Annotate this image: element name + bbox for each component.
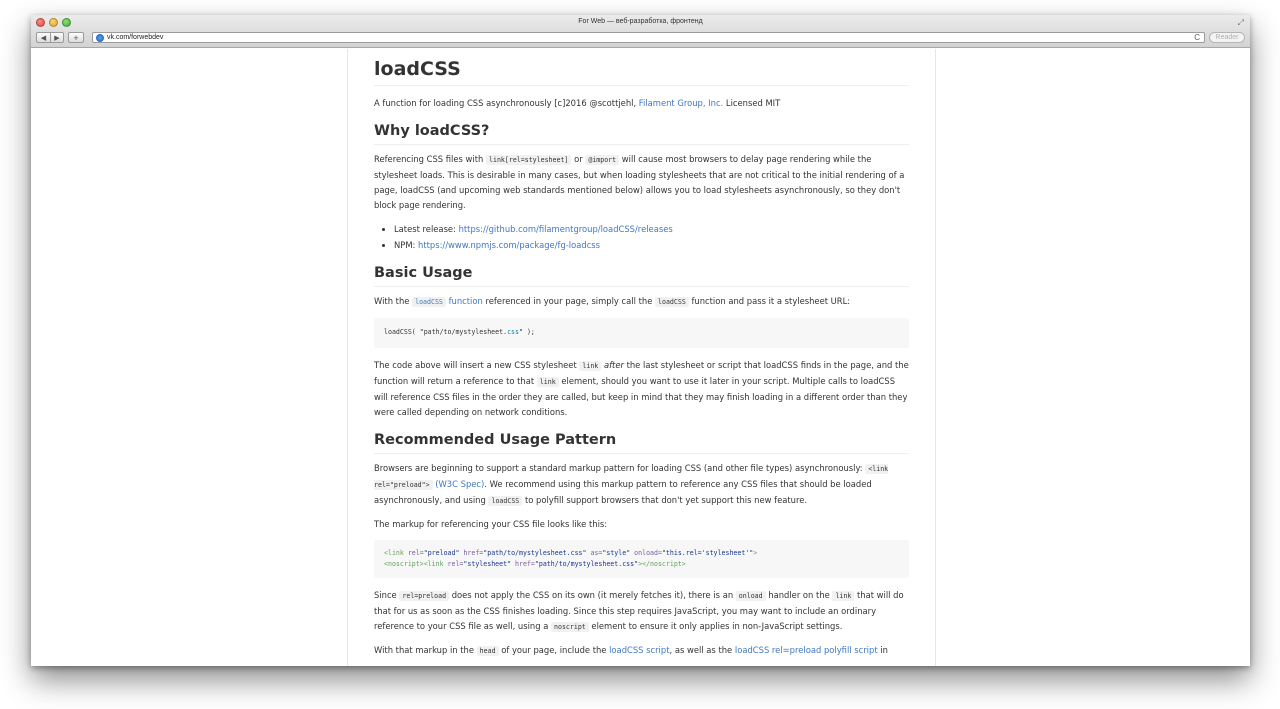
- globe-icon: [96, 34, 104, 42]
- inline-code: onload: [736, 591, 766, 601]
- add-bookmark-button[interactable]: +: [68, 32, 84, 43]
- github-releases-link[interactable]: https://github.com/filamentgroup/loadCSS/releases: [458, 224, 673, 234]
- reader-button[interactable]: Reader: [1209, 32, 1245, 43]
- code-block-loadcss-call: loadCSS( "path/to/mystylesheet.css" );: [374, 318, 909, 348]
- reload-icon[interactable]: C: [1194, 33, 1200, 42]
- forward-button[interactable]: ▶: [50, 32, 64, 43]
- inline-code: loadCSS: [655, 297, 689, 307]
- loadcss-script-link[interactable]: loadCSS script: [609, 645, 670, 655]
- inline-code: link[rel=stylesheet]: [486, 155, 571, 165]
- markup-intro-paragraph: The markup for referencing your CSS file looks like this:: [374, 519, 608, 529]
- address-bar[interactable]: [92, 32, 1205, 43]
- list-item: • Latest release: https://github.com/filamentgroup/loadCSS/releases: [394, 221, 909, 237]
- readme-article: [347, 49, 936, 666]
- w3c-spec-link[interactable]: (W3C Spec): [435, 479, 485, 489]
- page-viewport[interactable]: [31, 49, 1250, 666]
- filament-group-link[interactable]: Filament Group, Inc.: [638, 98, 724, 108]
- basic-usage-paragraph: With the loadCSS function referenced in your page, simply call the loadCSS function and pass it a stylesheet URL:: [374, 296, 851, 306]
- heading-basic-usage: Basic Usage: [374, 262, 909, 287]
- release-links-list: [374, 221, 909, 253]
- preload-polyfill-link[interactable]: loadCSS rel=preload polyfill script: [734, 645, 878, 655]
- inline-code: noscript: [551, 622, 589, 632]
- loadcss-function-link[interactable]: loadCSS function: [412, 296, 483, 306]
- inline-code: link: [579, 361, 601, 371]
- intro-paragraph: A function for loading CSS asynchronously [c]2016 @scottjehl, Filament Group, Inc. Licensed MIT: [374, 98, 781, 108]
- title-bar: [31, 15, 1250, 48]
- list-item: • NPM: https://www.npmjs.com/package/fg-loadcss: [394, 237, 909, 253]
- heading-why-loadcss: Why loadCSS?: [374, 120, 909, 145]
- page-title: loadCSS: [374, 55, 909, 86]
- browser-window: [31, 15, 1250, 666]
- basic-usage-explanation: The code above will insert a new CSS stylesheet link after the last stylesheet or script that loadCSS finds in the page, and the function will return a reference to that link element, should you want to use it later in your script. Multiple calls to loadCSS will reference CSS files in the order they are called, but keep in mind that they may finish loading in a different order than they were called depending on network conditions.: [374, 360, 909, 417]
- recommended-paragraph: Browsers are beginning to support a standard markup pattern for loading CSS (and other file types) asynchronously: <link rel="preload"> (W3C Spec). We recommend using this markup pattern to reference any CSS files that should be loaded asynchronously, and using loadCSS to polyfill support browsers that don't yet support this new feature.: [374, 463, 889, 505]
- url-text: vk.com/forwebdev: [107, 34, 164, 41]
- heading-recommended-usage: Recommended Usage Pattern: [374, 429, 909, 454]
- navigation-buttons: [36, 32, 84, 43]
- inline-code: link: [537, 377, 559, 387]
- npm-package-link[interactable]: https://www.npmjs.com/package/fg-loadcss: [418, 240, 601, 250]
- fullscreen-icon[interactable]: ⤢: [1237, 18, 1244, 27]
- preload-explanation-paragraph: Since rel=preload does not apply the CSS on its own (it merely fetches it), there is an onload handler on the link that will do that for us as soon as the CSS finishes loading. Since this step requires JavaScript, you may want to include an ordinary reference to your CSS file as well, using a noscript element to ensure it only applies in non-JavaScript settings.: [374, 590, 904, 631]
- inline-code: <link rel="preload">: [374, 465, 889, 489]
- inline-code: @import: [585, 155, 619, 165]
- why-paragraph: Referencing CSS files with link[rel=stylesheet] or @import will cause most browsers to delay page rendering while the stylesheet loads. This is desirable in many cases, but when loading stylesheets that are not critical to the initial rendering of a page, loadCSS (and upcoming web standards mentioned below) allows you to load stylesheets asynchronously, so they don't block page rendering.: [374, 154, 905, 210]
- inline-code: link: [832, 591, 854, 601]
- window-title: For Web — веб-разработка, фронтенд: [578, 18, 703, 25]
- inline-code: head: [477, 646, 499, 656]
- back-button[interactable]: ◀: [36, 32, 50, 43]
- inline-code: rel=preload: [399, 591, 449, 601]
- code-block-preload-markup: <link rel="preload" href="path/to/mystylesheet.css" as="style" onload="this.rel='stylesheet'"> <noscript><link rel="stylesheet" href="path/to/mystylesheet.css"></noscript>: [374, 540, 909, 578]
- back-forward-group: [36, 32, 64, 43]
- inline-code: loadCSS: [488, 496, 522, 506]
- head-markup-paragraph: With that markup in the head of your page, include the loadCSS script, as well as the loadCSS rel=preload polyfill script in: [374, 645, 888, 655]
